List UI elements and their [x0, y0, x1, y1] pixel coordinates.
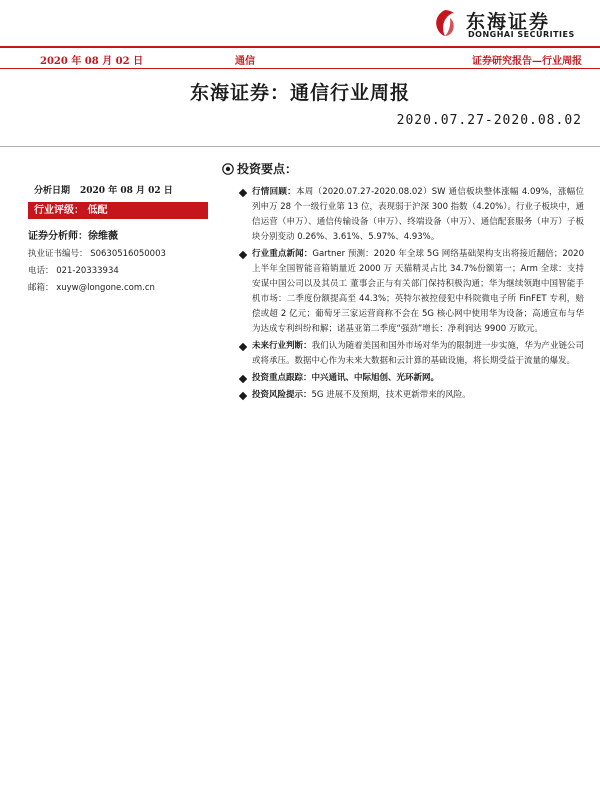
logo-english-name: DONGHAI SECURITIES: [468, 30, 575, 39]
bullet-text: Gartner 预测：2020 年全球 5G 网络基础架构支出将接近翻倍；2020 上半年全国智能音箱销量近 2000 万 天猫精灵占比 34.7%份额第一；Arm 全球：支持安谋中国公司以及其员工 董事会正与有关部门保持积极沟通；华为继续领跑中国智能手机市场：二季度份额提高至 44.3%；英特尔被控侵犯中科院微电子所 FinFET 专利，赔偿或超 2 亿元；葡萄牙三家运营商称不会在 5G 核心网中使用华为设备；高通宣布与华为达成专利纠纷和解；诺基亚第二季度“强劲”增长：净利润达 9900 万欧元。: [252, 249, 584, 334]
section-heading: [222, 160, 584, 177]
header-bottom-rule: [0, 68, 600, 69]
investment-highlights: [222, 160, 584, 405]
bullet-label: 投资风险提示：: [252, 390, 312, 400]
section-divider: [0, 146, 600, 147]
report-title: 东海证券：通信行业周报: [189, 82, 410, 104]
bullet-label: 行业重点新闻：: [252, 249, 313, 259]
analyst-email[interactable]: 邮箱： xuyw@longone.com.cn: [28, 283, 155, 293]
list-item: [222, 185, 584, 245]
company-logo: [430, 6, 598, 42]
diamond-bullet-icon: [239, 189, 247, 197]
analysis-date-value: 2020 年 08 月 02 日: [80, 186, 173, 196]
bullet-label: 未来行业判断：: [252, 341, 312, 351]
donghai-logo-icon: [430, 8, 460, 38]
industry-rating-badge: 行业评级： 低配: [28, 202, 208, 219]
analysis-date: [28, 183, 208, 196]
list-item: [222, 247, 584, 337]
sidebar-info: [28, 183, 208, 293]
list-item: [222, 339, 584, 369]
bullseye-icon: [222, 163, 234, 175]
diamond-bullet-icon: [239, 375, 247, 383]
section-title: 投资要点：: [237, 162, 298, 176]
list-item: [222, 388, 584, 403]
logo-chinese-name: 东海证券: [466, 11, 551, 33]
analyst-phone: 电话： 021-20333934: [28, 266, 119, 276]
diamond-bullet-icon: [239, 343, 247, 351]
report-header: [0, 50, 600, 68]
header-date: 2020 年 08 月 02 日: [40, 56, 144, 67]
analyst-name: 证券分析师：徐维薇: [28, 231, 118, 242]
diamond-bullet-icon: [239, 251, 247, 259]
bullet-text: 本周（2020.07.27-2020.08.02）SW 通信板块整体涨幅 4.09%，涨幅位列申万 28 个一级行业第 13 位，表现弱于沪深 300 指数（4.20%）。行业子板块中，通信运营（申万）、通信传输设备（申万）、终端设备（申万）、通信配套服务（申万）子板块分别变动 0.26%、3.61%、5.97%、4.93%。: [252, 187, 584, 242]
diamond-bullet-icon: [239, 392, 247, 400]
analyst-cert-number: 执业证书编号： S0630516050003: [28, 249, 166, 259]
bullet-text: 我们认为随着美国和国外市场对华为的限制进一步实施，华为产业链公司或将承压。数据中心作为未来大数据和云计算的基础设施，将长期受益于流量的爆发。: [252, 341, 584, 366]
report-date-range: 2020.07.27-2020.08.02: [396, 113, 582, 128]
bullet-text: 中兴通讯、中际旭创、光环新网。: [311, 373, 440, 383]
header-top-rule: [0, 46, 600, 48]
bullet-text: 5G 进展不及预期，技术更新带来的风险。: [311, 390, 471, 400]
analysis-date-label: 分析日期: [34, 186, 71, 196]
bullet-label: 投资重点跟踪：: [252, 373, 312, 383]
bullet-label: 行情回顾：: [252, 187, 296, 197]
list-item: [222, 371, 584, 386]
header-report-type: 证券研究报告—行业周报: [472, 56, 582, 67]
header-sector: 通信: [235, 56, 255, 67]
